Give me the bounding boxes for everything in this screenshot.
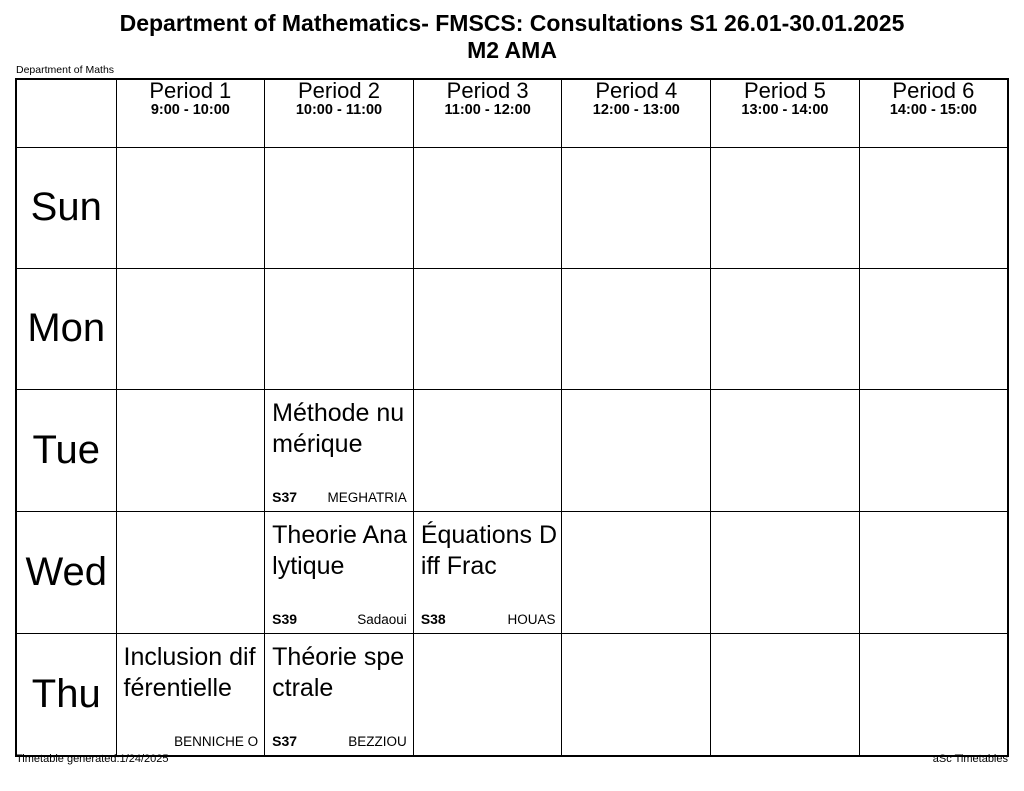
period-time: 10:00 - 11:00 (295, 102, 383, 118)
lesson-teacher: BEZZIOU (348, 733, 407, 749)
period-name: Period 2 (298, 78, 380, 103)
empty-slot (265, 147, 414, 268)
empty-slot (116, 268, 265, 389)
corner-cell (16, 79, 116, 147)
period-time: 11:00 - 12:00 (444, 102, 531, 118)
empty-slot (562, 268, 711, 389)
empty-slot (859, 511, 1008, 633)
period-name: Period 4 (595, 78, 678, 103)
period-time: 14:00 - 15:00 (889, 102, 977, 118)
empty-slot (859, 633, 1008, 756)
empty-slot (859, 147, 1008, 268)
day-row-sun (16, 147, 1008, 268)
lesson-subject: Theorie Analytique (272, 520, 407, 580)
period-time: 13:00 - 14:00 (741, 102, 829, 118)
day-label: Sun (16, 147, 116, 268)
empty-slot (413, 147, 562, 268)
day-label: Wed (16, 511, 116, 633)
empty-slot (413, 389, 562, 511)
lesson-subject: Méthode numérique (272, 398, 405, 458)
day-row-wed (16, 511, 1008, 633)
lesson-teacher: Sadaoui (357, 611, 407, 627)
period-header-2 (265, 79, 414, 147)
empty-slot (413, 633, 562, 756)
lesson-subject: Inclusion différentielle (123, 642, 256, 702)
generated-date: Timetable generated:1/24/2025 (16, 753, 169, 765)
period-name: Period 5 (743, 78, 826, 103)
period-header-5 (711, 79, 860, 147)
empty-slot (116, 511, 265, 633)
lesson-teacher: HOUAS (507, 611, 556, 627)
period-time: 9:00 - 10:00 (150, 102, 230, 118)
lesson-teacher: BENNICHE O (174, 733, 259, 749)
lesson-cell (116, 633, 265, 756)
lesson-room: S38 (420, 610, 446, 627)
empty-slot (562, 633, 711, 756)
day-row-tue (16, 389, 1008, 511)
day-row-thu (16, 633, 1008, 756)
empty-slot (711, 389, 860, 511)
lesson-teacher: MEGHATRIA (327, 489, 407, 505)
lesson-subject: Théorie spectrale (272, 642, 405, 702)
empty-slot (265, 268, 414, 389)
day-row-mon (16, 268, 1008, 389)
lesson-room: S39 (272, 610, 298, 627)
empty-slot (711, 268, 860, 389)
empty-slot (116, 389, 265, 511)
day-label: Tue (16, 389, 116, 511)
software-credit: aSc Timetables (932, 753, 1008, 765)
period-header-1 (116, 79, 265, 147)
empty-slot (859, 268, 1008, 389)
department-label: Department of Maths (16, 64, 115, 76)
page-title (0, 10, 1024, 64)
day-label: Mon (16, 268, 116, 389)
period-name: Period 3 (446, 78, 529, 103)
lesson-room: S37 (272, 488, 298, 505)
timetable-grid (15, 78, 1009, 757)
title-line-2: M2 AMA (467, 37, 557, 63)
lesson-room: S37 (272, 732, 298, 749)
period-header-3 (413, 79, 562, 147)
empty-slot (116, 147, 265, 268)
title-line-1: Department of Mathematics- FMSCS: Consultations S1 26.01-30.01.2025 (119, 10, 905, 36)
lesson-cell (413, 511, 562, 633)
empty-slot (562, 511, 711, 633)
empty-slot (711, 511, 860, 633)
period-name: Period 1 (149, 78, 232, 103)
period-header-4 (562, 79, 711, 147)
empty-slot (711, 633, 860, 756)
lesson-cell (265, 633, 414, 756)
lesson-cell (265, 511, 414, 633)
empty-slot (859, 389, 1008, 511)
lesson-subject: Équations Diff Frac (420, 520, 558, 580)
empty-slot (711, 147, 860, 268)
header-row (16, 79, 1008, 147)
period-time: 12:00 - 13:00 (592, 102, 680, 118)
period-name: Period 6 (892, 78, 975, 103)
day-label: Thu (16, 633, 116, 756)
empty-slot (413, 268, 562, 389)
empty-slot (562, 389, 711, 511)
empty-slot (562, 147, 711, 268)
lesson-cell (265, 389, 414, 511)
period-header-6 (859, 79, 1008, 147)
